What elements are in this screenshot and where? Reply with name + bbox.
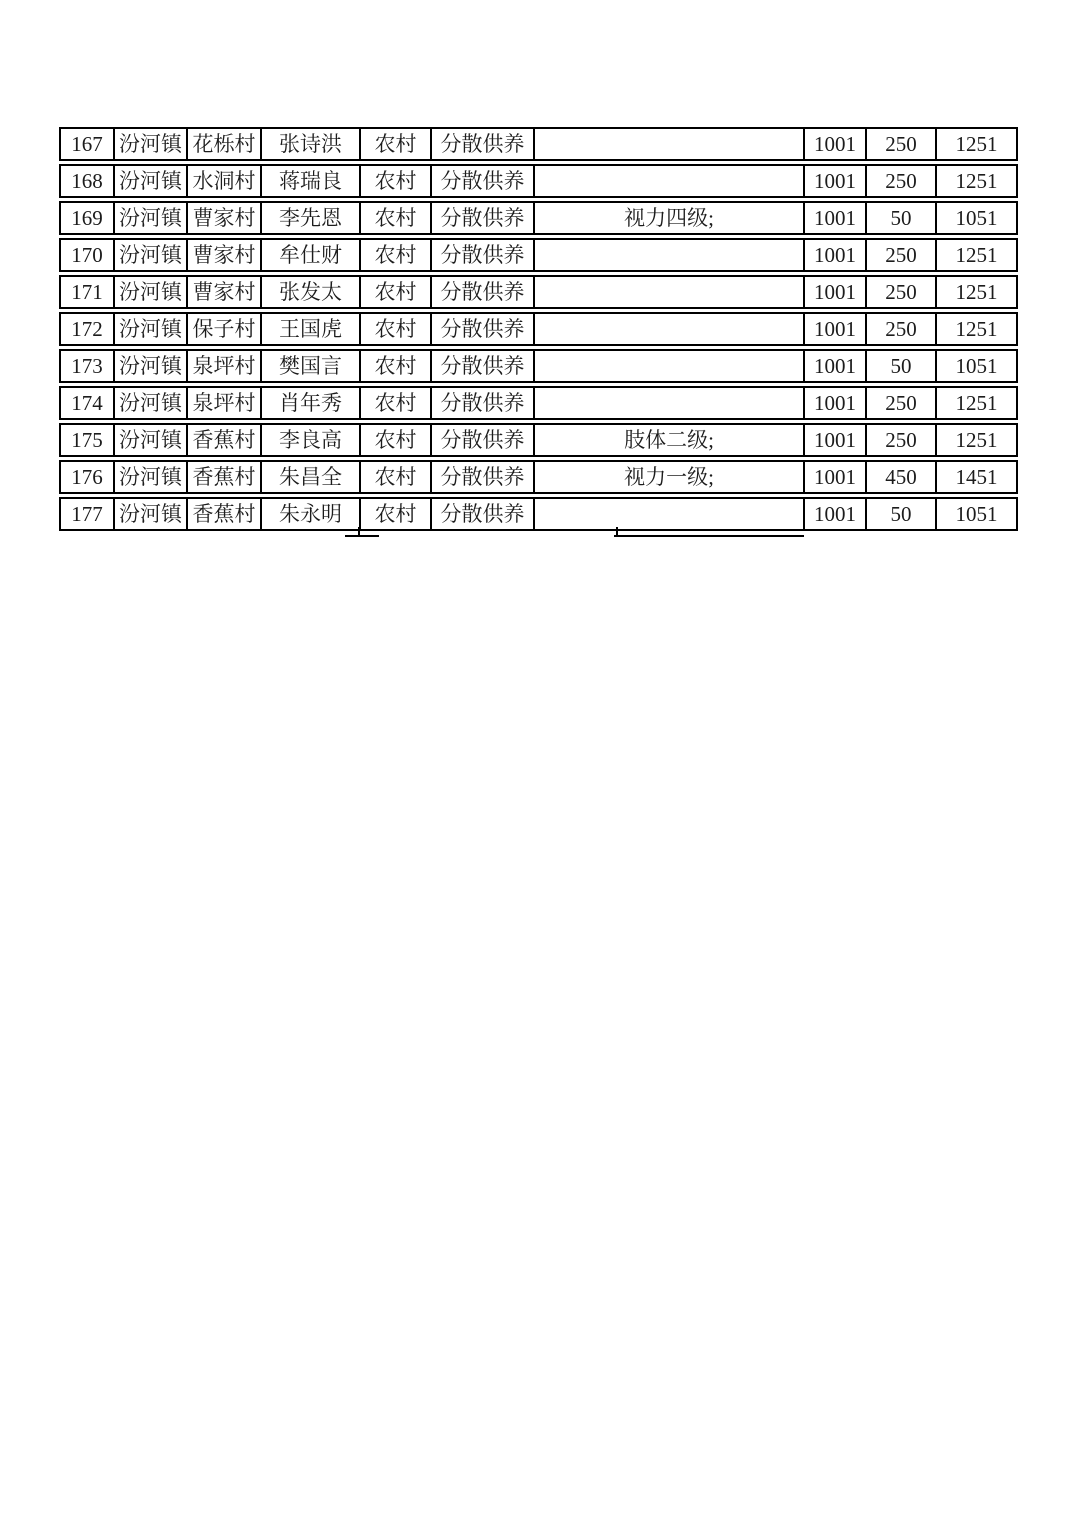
cell-name: 朱昌全 (262, 462, 361, 492)
cell-note (535, 499, 805, 529)
cell-note: 视力一级; (535, 462, 805, 492)
cell-seq: 169 (61, 203, 115, 233)
cell-name: 蒋瑞良 (262, 166, 361, 196)
table-row (59, 497, 1018, 531)
cell-care: 50 (867, 351, 937, 381)
cell-town: 汾河镇 (115, 240, 188, 270)
cell-base: 1001 (805, 129, 867, 159)
cell-village: 泉坪村 (188, 351, 262, 381)
cell-seq: 176 (61, 462, 115, 492)
page-break-clip-mark (614, 535, 804, 537)
table-row (59, 386, 1018, 420)
cell-name: 张发太 (262, 277, 361, 307)
cell-base: 1001 (805, 203, 867, 233)
cell-town: 汾河镇 (115, 203, 188, 233)
cell-total: 1251 (955, 279, 998, 304)
cell-area: 农村 (361, 129, 432, 159)
cell-village: 曹家村 (188, 277, 262, 307)
cell-care: 250 (867, 129, 937, 159)
cell-area: 农村 (361, 166, 432, 196)
table-row (59, 349, 1018, 383)
cell-village: 保子村 (188, 314, 262, 344)
cell-support: 分散供养 (432, 129, 535, 159)
cell-total: 1251 (955, 390, 998, 415)
page-break-clip-mark (345, 535, 379, 537)
cell-seq: 173 (61, 351, 115, 381)
cell-name: 牟仕财 (262, 240, 361, 270)
cell-care: 250 (867, 388, 937, 418)
cell-support: 分散供养 (432, 240, 535, 270)
table-row (59, 312, 1018, 346)
cell-seq: 171 (61, 277, 115, 307)
cell-base: 1001 (805, 351, 867, 381)
cell-name: 肖年秀 (262, 388, 361, 418)
cell-base: 1001 (805, 462, 867, 492)
cell-note (535, 351, 805, 381)
cell-village: 水洞村 (188, 166, 262, 196)
cell-support: 分散供养 (432, 499, 535, 529)
table-row (59, 164, 1018, 198)
cell-area: 农村 (361, 351, 432, 381)
cell-total: 1251 (955, 427, 998, 452)
cell-support: 分散供养 (432, 277, 535, 307)
cell-total: 1251 (955, 242, 998, 267)
cell-support: 分散供养 (432, 351, 535, 381)
cell-note (535, 166, 805, 196)
cell-village: 香蕉村 (188, 462, 262, 492)
cell-note (535, 388, 805, 418)
cell-village: 花栎村 (188, 129, 262, 159)
cell-care: 250 (867, 314, 937, 344)
cell-support: 分散供养 (432, 388, 535, 418)
table-row (59, 201, 1018, 235)
cell-total: 1051 (955, 353, 998, 378)
cell-name: 樊国言 (262, 351, 361, 381)
cell-note (535, 240, 805, 270)
cell-support: 分散供养 (432, 203, 535, 233)
cell-care: 450 (867, 462, 937, 492)
cell-base: 1001 (805, 166, 867, 196)
cell-care: 250 (867, 425, 937, 455)
cell-base: 1001 (805, 240, 867, 270)
cell-name: 王国虎 (262, 314, 361, 344)
cell-village: 泉坪村 (188, 388, 262, 418)
cell-area: 农村 (361, 425, 432, 455)
cell-total: 1251 (955, 316, 998, 341)
cell-total: 1051 (955, 205, 998, 230)
cell-town: 汾河镇 (115, 277, 188, 307)
cell-town: 汾河镇 (115, 425, 188, 455)
cell-seq: 167 (61, 129, 115, 159)
cell-note (535, 277, 805, 307)
cell-total: 1051 (955, 501, 998, 526)
table-row (59, 275, 1018, 309)
cell-base: 1001 (805, 277, 867, 307)
cell-note: 视力四级; (535, 203, 805, 233)
cell-village: 曹家村 (188, 203, 262, 233)
cell-town: 汾河镇 (115, 499, 188, 529)
cell-support: 分散供养 (432, 425, 535, 455)
cell-name: 朱永明 (262, 499, 361, 529)
cell-total: 1451 (955, 464, 998, 489)
cell-seq: 172 (61, 314, 115, 344)
cell-base: 1001 (805, 499, 867, 529)
cell-town: 汾河镇 (115, 388, 188, 418)
cell-seq: 170 (61, 240, 115, 270)
cell-seq: 174 (61, 388, 115, 418)
cell-area: 农村 (361, 499, 432, 529)
cell-village: 香蕉村 (188, 499, 262, 529)
cell-total: 1251 (955, 131, 998, 156)
cell-town: 汾河镇 (115, 462, 188, 492)
cell-care: 250 (867, 166, 937, 196)
cell-name: 李良高 (262, 425, 361, 455)
cell-seq: 175 (61, 425, 115, 455)
cell-note: 肢体二级; (535, 425, 805, 455)
cell-support: 分散供养 (432, 314, 535, 344)
cell-village: 香蕉村 (188, 425, 262, 455)
table-row (59, 127, 1018, 161)
cell-town: 汾河镇 (115, 129, 188, 159)
cell-area: 农村 (361, 203, 432, 233)
cell-area: 农村 (361, 388, 432, 418)
cell-support: 分散供养 (432, 166, 535, 196)
table-row (59, 238, 1018, 272)
cell-note (535, 129, 805, 159)
cell-name: 张诗洪 (262, 129, 361, 159)
cell-town: 汾河镇 (115, 314, 188, 344)
cell-care: 250 (867, 240, 937, 270)
cell-care: 250 (867, 277, 937, 307)
table-row (59, 423, 1018, 457)
cell-seq: 177 (61, 499, 115, 529)
cell-area: 农村 (361, 314, 432, 344)
cell-town: 汾河镇 (115, 351, 188, 381)
cell-area: 农村 (361, 277, 432, 307)
cell-support: 分散供养 (432, 462, 535, 492)
cell-name: 李先恩 (262, 203, 361, 233)
cell-base: 1001 (805, 314, 867, 344)
cell-care: 50 (867, 499, 937, 529)
cell-area: 农村 (361, 462, 432, 492)
table-row (59, 460, 1018, 494)
cell-total: 1251 (955, 168, 998, 193)
cell-note (535, 314, 805, 344)
cell-care: 50 (867, 203, 937, 233)
cell-area: 农村 (361, 240, 432, 270)
cell-base: 1001 (805, 388, 867, 418)
cell-village: 曹家村 (188, 240, 262, 270)
cell-seq: 168 (61, 166, 115, 196)
records-table (59, 127, 1018, 534)
cell-town: 汾河镇 (115, 166, 188, 196)
cell-base: 1001 (805, 425, 867, 455)
